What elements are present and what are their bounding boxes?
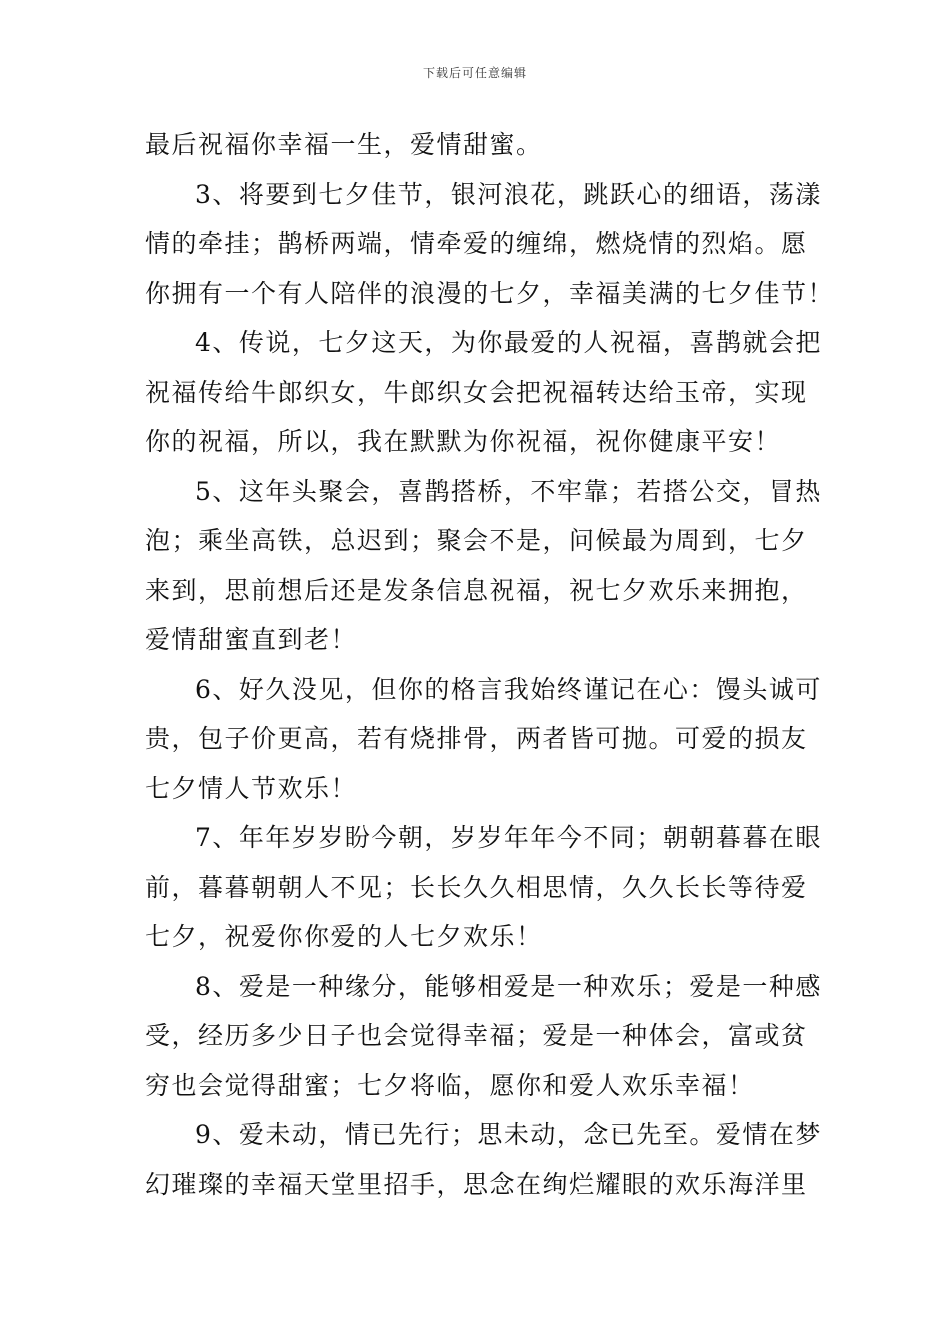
text-line: 来到，思前想后还是发条信息祝福，祝七夕欢乐来拥抱， [145, 575, 808, 605]
text-line: 情的牵挂；鹊桥两端，情牵爱的缠绵，燃烧情的烈焰。愿 [145, 229, 808, 258]
text-line: 幻璀璨的幸福天堂里招手，思念在绚烂耀眼的欢乐海洋里 [145, 1169, 808, 1199]
text-line: 受，经历多少日子也会觉得幸福；爱是一种体会，富或贫 [145, 1021, 808, 1050]
text-line: 4、传说，七夕这天，为你最爱的人祝福，喜鹊就会把 [195, 328, 822, 357]
text-line: 你拥有一个有人陪伴的浪漫的七夕，幸福美满的七夕佳节！ [145, 278, 835, 308]
text-line: 8、爱是一种缘分，能够相爱是一种欢乐；爱是一种感 [195, 971, 822, 1001]
document-body [145, 120, 835, 1209]
text-line: 祝福传给牛郎织女，牛郎织女会把祝福转达给玉帝，实现 [145, 377, 808, 407]
text-line: 7、年年岁岁盼今朝，岁岁年年今不同；朝朝暮暮在眼 [195, 823, 822, 852]
text-line: 6、好久没见，但你的格言我始终谨记在心：馒头诚可 [195, 674, 822, 704]
text-line: 9、爱未动，情已先行；思未动，念已先至。爱情在梦 [195, 1120, 822, 1149]
text-line: 泡；乘坐高铁，总迟到；聚会不是，问候最为周到，七夕 [145, 526, 808, 555]
page-header: 下载后可任意编辑 [422, 66, 527, 80]
text-line: 七夕情人节欢乐！ [145, 773, 358, 803]
text-line: 穷也会觉得甜蜜；七夕将临，愿你和爱人欢乐幸福！ [145, 1070, 755, 1100]
text-line: 5、这年头聚会，喜鹊搭桥，不牢靠；若搭公交，冒热 [195, 476, 822, 506]
text-line: 爱情甜蜜直到老！ [145, 625, 358, 654]
text-line: 贵，包子价更高，若有烧排骨，两者皆可抛。可爱的损友 [145, 724, 808, 753]
text-line: 你的祝福，所以，我在默默为你祝福，祝你健康平安！ [145, 427, 782, 456]
text-line: 3、将要到七夕佳节，银河浪花，跳跃心的细语，荡漾 [195, 179, 822, 209]
text-line: 前，暮暮朝朝人不见；长长久久相思情，久久长长等待爱 [145, 872, 808, 902]
text-line: 最后祝福你幸福一生，爱情甜蜜。 [145, 130, 543, 159]
text-line: 七夕，祝爱你你爱的人七夕欢乐！ [145, 922, 543, 951]
